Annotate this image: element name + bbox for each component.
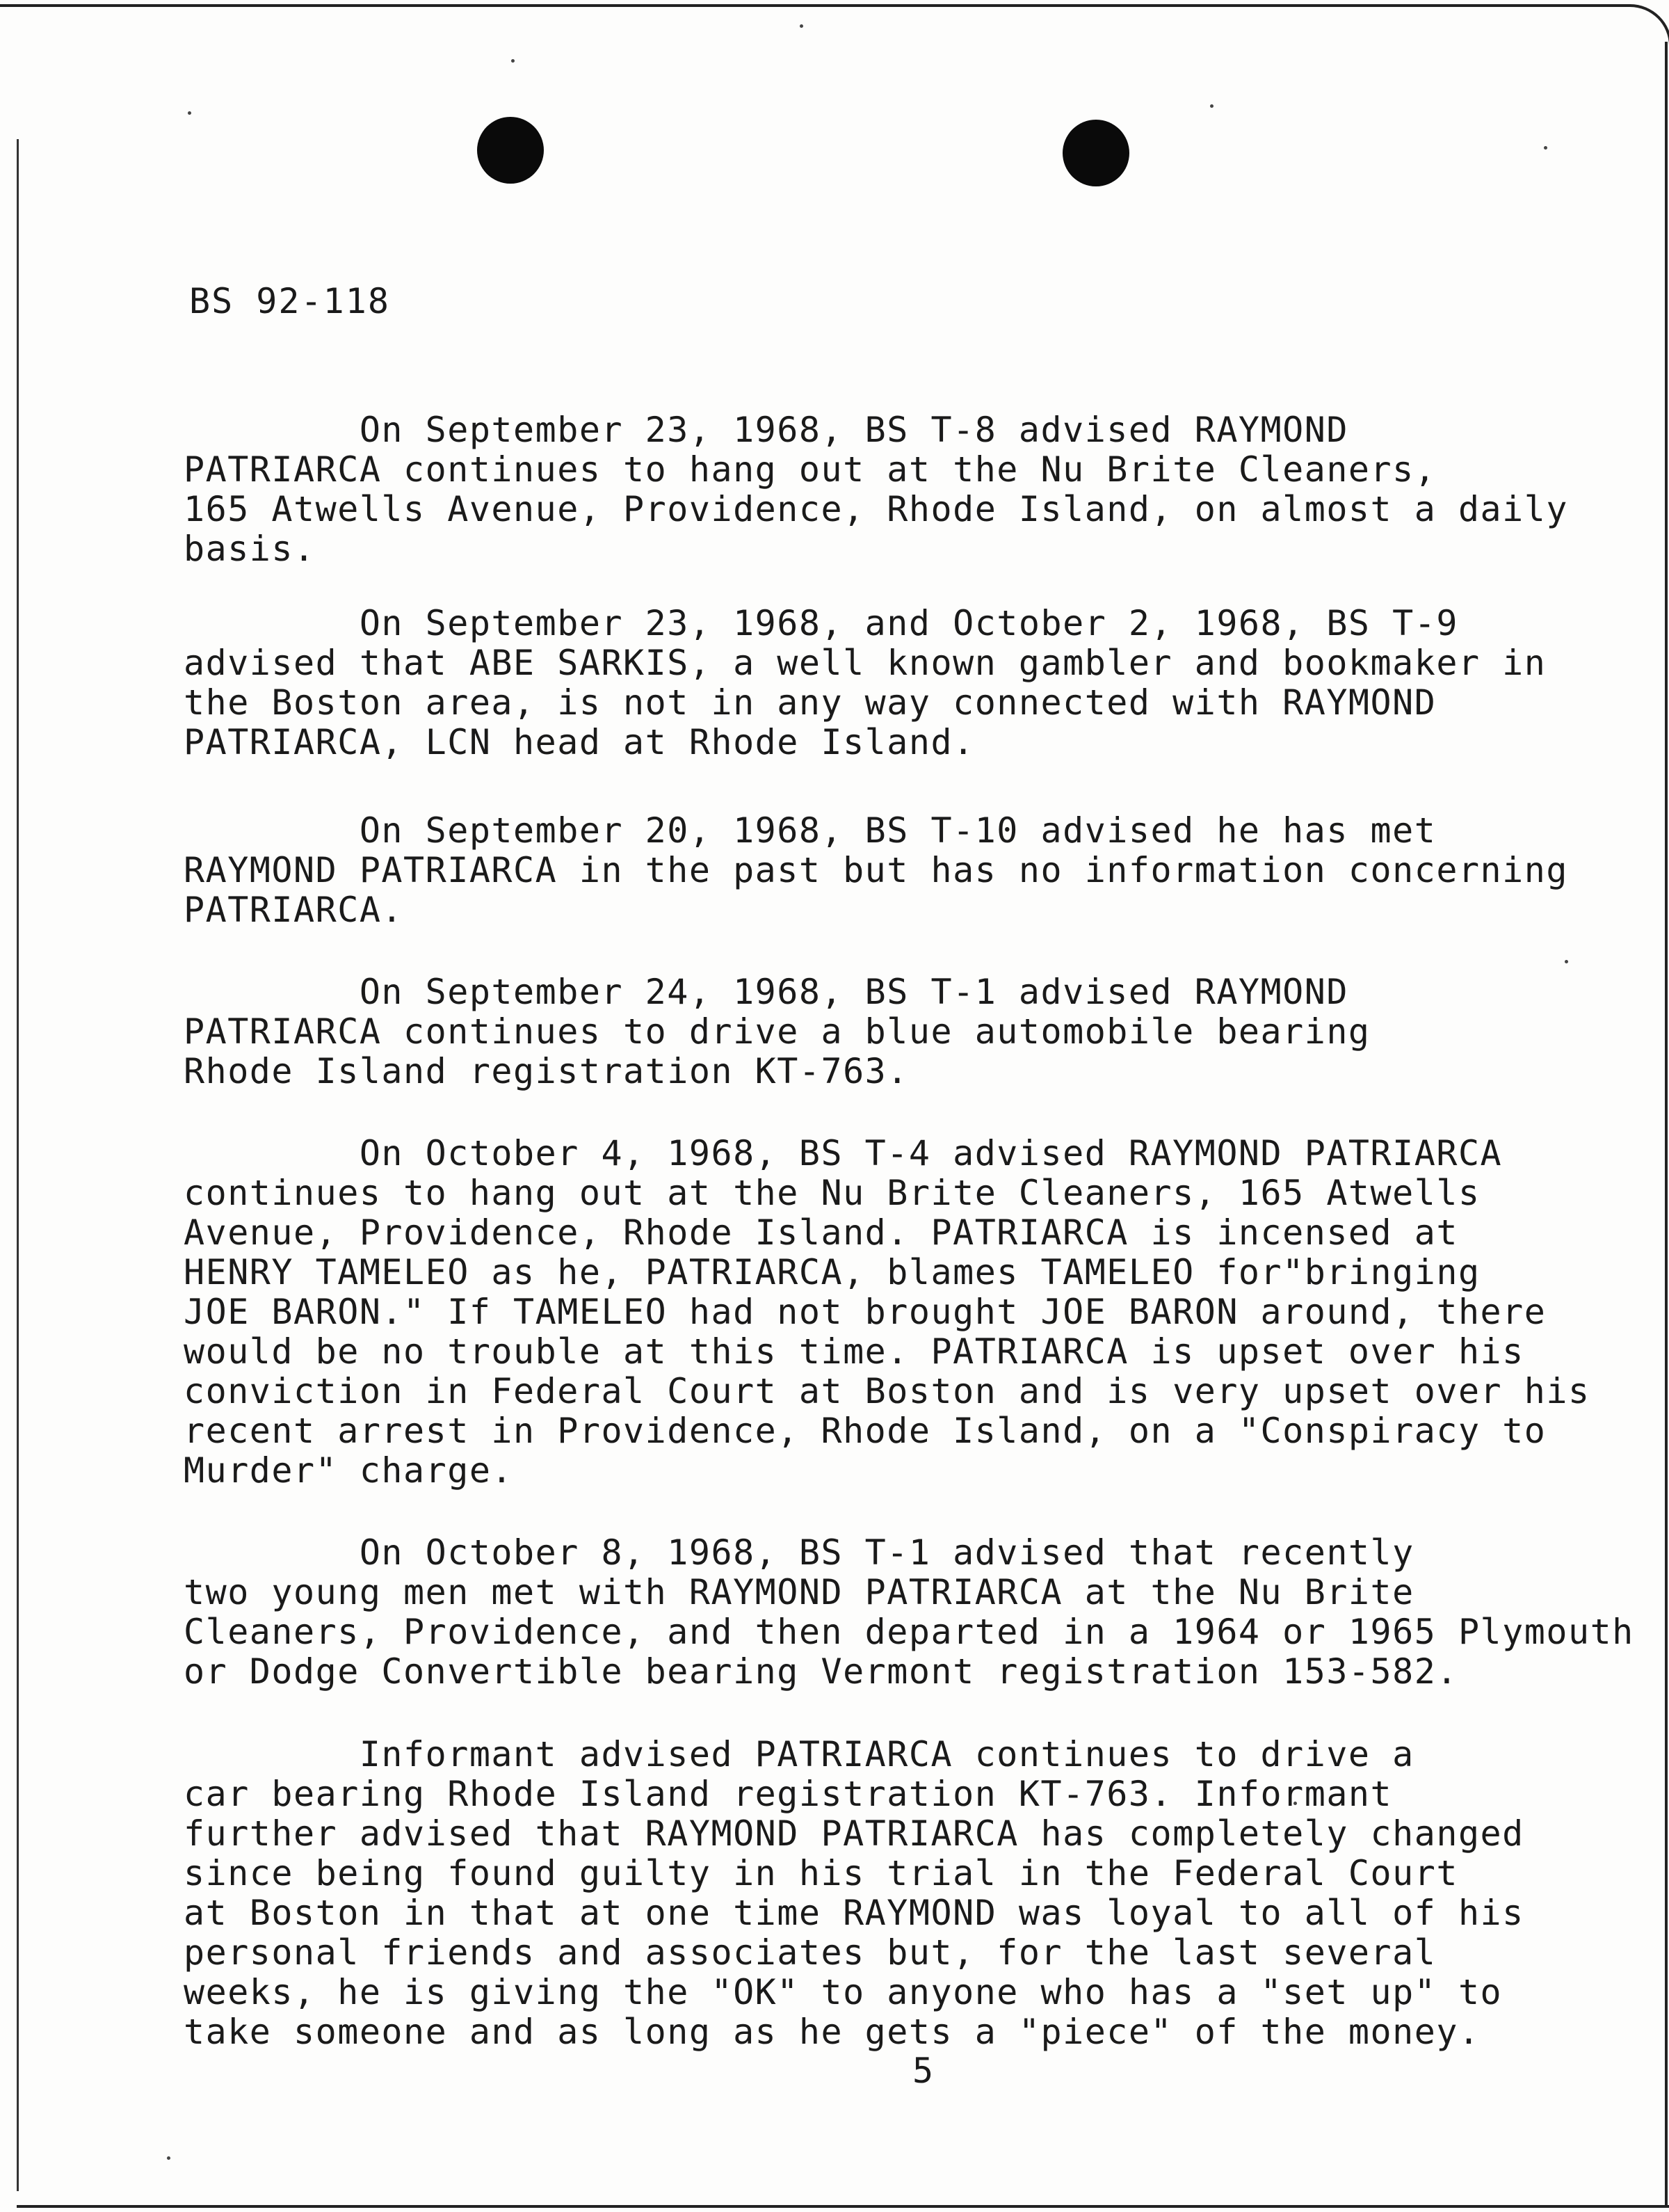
text-line: On October 8, 1968, BS T-1 advised that recently	[184, 1532, 1414, 1573]
text-line: Rhode Island registration KT-763.	[184, 1051, 909, 1091]
scan-speck	[188, 111, 191, 115]
text-line: On September 23, 1968, and October 2, 1968, BS T-9	[184, 603, 1458, 643]
text-line: 165 Atwells Avenue, Providence, Rhode Island, on almost a daily	[184, 489, 1568, 529]
scan-edge-bottom	[17, 2205, 1669, 2208]
scan-speck	[1565, 960, 1568, 963]
text-line: PATRIARCA continues to drive a blue automobile bearing	[184, 1011, 1371, 1052]
scan-speck	[1544, 146, 1547, 150]
text-line: On September 24, 1968, BS T-1 advised RAYMOND	[184, 972, 1348, 1012]
text-line: Cleaners, Providence, and then departed in a 1964 or 1965 Plymouth	[184, 1612, 1634, 1652]
text-line: On September 20, 1968, BS T-10 advised he has met	[184, 810, 1437, 851]
text-line: personal friends and associates but, for the last several	[184, 1932, 1437, 1973]
text-line: Murder" charge.	[184, 1450, 514, 1491]
scan-speck	[511, 59, 515, 63]
text-line: recent arrest in Providence, Rhode Island, on a "Conspiracy to	[184, 1411, 1547, 1451]
page-number: 5	[912, 2051, 934, 2091]
file-number: BS 92-118	[189, 281, 390, 321]
text-line: or Dodge Convertible bearing Vermont registration 153-582.	[184, 1651, 1458, 1692]
paragraph	[184, 603, 1547, 762]
paragraph	[184, 1735, 1533, 2052]
paragraph	[184, 410, 1568, 569]
paragraph	[184, 1532, 1634, 1692]
text-line: Avenue, Providence, Rhode Island. PATRIARCA is incensed at	[184, 1212, 1458, 1253]
text-line: take someone and as long as he gets a "piece" of the money.	[184, 2012, 1481, 2052]
text-line: conviction in Federal Court at Boston and is very upset over his	[184, 1371, 1590, 1411]
punch-hole-right	[1063, 120, 1129, 186]
scan-edge-right	[1665, 42, 1668, 2205]
text-line: PATRIARCA continues to hang out at the Nu Brite Cleaners,	[184, 449, 1437, 490]
punch-hole-left	[477, 117, 544, 184]
text-line: PATRIARCA, LCN head at Rhode Island.	[184, 722, 975, 762]
text-line: On October 4, 1968, BS T-4 advised RAYMOND PATRIARCA	[184, 1133, 1503, 1173]
text-line: since being found guilty in his trial in the Federal Court	[184, 1853, 1458, 1893]
text-line: further advised that RAYMOND PATRIARCA has completely changed	[184, 1813, 1524, 1854]
scan-speck	[800, 24, 803, 28]
scan-speck	[1210, 104, 1214, 108]
text-line: Informant advised PATRIARCA continues to drive a	[184, 1734, 1414, 1774]
text-line: advised that ABE SARKIS, a well known gambler and bookmaker in	[184, 643, 1547, 683]
scan-edge-left	[17, 139, 19, 2191]
paragraph	[184, 972, 1533, 1091]
paragraph	[184, 1133, 1590, 1491]
text-line: On September 23, 1968, BS T-8 advised RAYMOND	[184, 410, 1348, 450]
text-line: RAYMOND PATRIARCA in the past but has no information concerning	[184, 850, 1568, 890]
text-line: would be no trouble at this time. PATRIARCA is upset over his	[184, 1331, 1524, 1372]
text-line: HENRY TAMELEO as he, PATRIARCA, blames TAMELEO for"bringing	[184, 1252, 1481, 1292]
text-line: PATRIARCA.	[184, 890, 404, 930]
text-line: JOE BARON." If TAMELEO had not brought JOE BARON around, there	[184, 1292, 1547, 1332]
text-line: car bearing Rhode Island registration KT-763. Informant	[184, 1774, 1393, 1814]
scan-edge-corner	[1599, 4, 1669, 49]
paragraph	[184, 810, 1568, 930]
text-line: the Boston area, is not in any way connected with RAYMOND	[184, 682, 1437, 723]
text-line: continues to hang out at the Nu Brite Cleaners, 165 Atwells	[184, 1173, 1481, 1213]
text-line: weeks, he is giving the "OK" to anyone who has a "set up" to	[184, 1972, 1503, 2012]
text-line: at Boston in that at one time RAYMOND was loyal to all of his	[184, 1893, 1524, 1933]
scan-speck	[167, 2156, 170, 2160]
text-line: two young men met with RAYMOND PATRIARCA at the Nu Brite	[184, 1572, 1414, 1612]
text-line: basis.	[184, 529, 316, 569]
scan-edge-top	[0, 4, 1620, 7]
